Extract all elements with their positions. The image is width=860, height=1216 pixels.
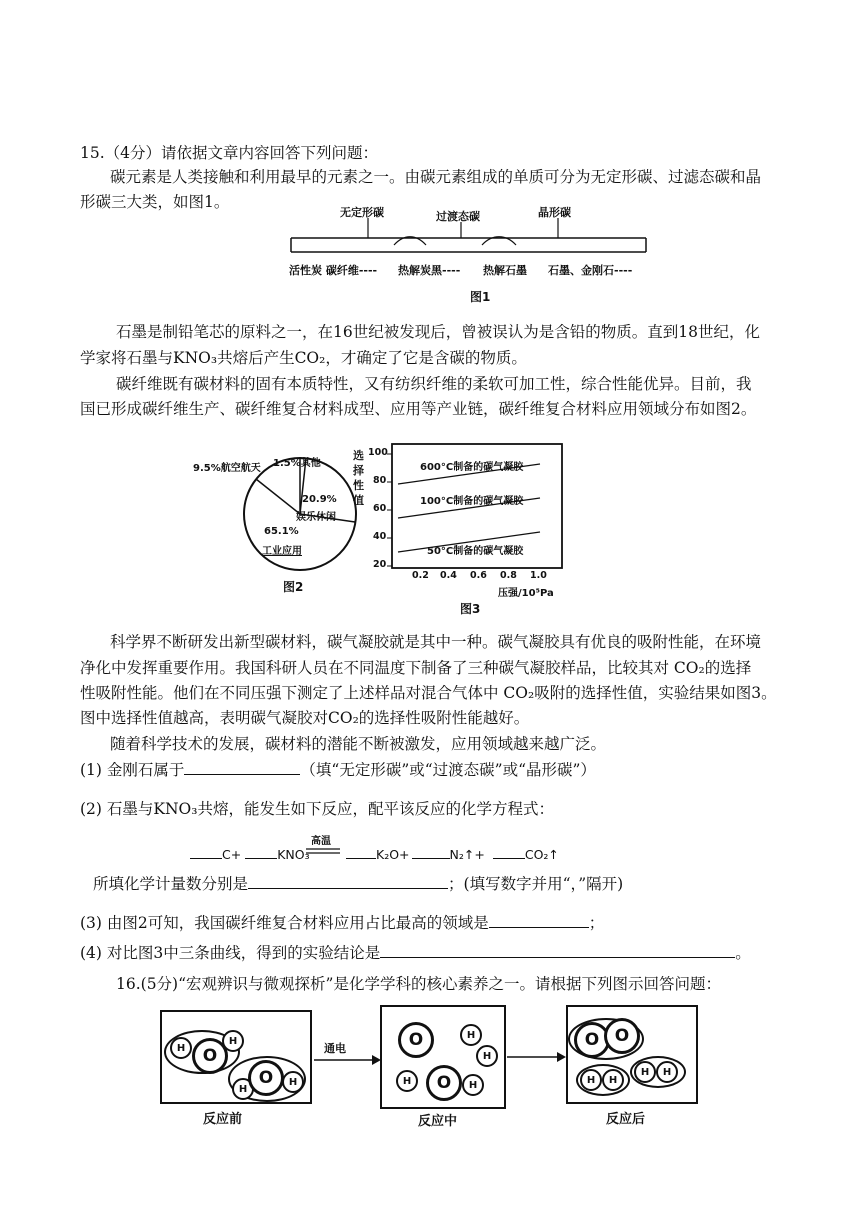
q15-heading: 15.（4分）请依据文章内容回答下列问题： xyxy=(80,144,379,162)
equation-products: K₂O+ N₂↑+ CO₂↑ xyxy=(346,842,559,867)
hydrogen-atom: H xyxy=(232,1078,254,1100)
fig1-bottom-label-4: 石墨、金刚石---- xyxy=(548,264,633,277)
fig3-xtick-0.4: 0.4 xyxy=(440,570,457,581)
coef-blank-k2o[interactable] xyxy=(346,842,376,859)
fig1-label-amorphous: 无定形碳 xyxy=(340,206,384,219)
fig2-label-other: 1.5%其他 xyxy=(273,458,321,469)
fig2-caption: 图2 xyxy=(283,580,304,594)
q15-para2-line2: 学家将石墨与KNO₃共熔后产生CO₂，才确定了它是含碳的物质。 xyxy=(80,349,527,367)
fig3-xtick-0.6: 0.6 xyxy=(470,570,487,581)
fig2-label-leisure: 娱乐休闲 xyxy=(296,512,336,523)
fig3-series-50: 50°C制备的碳气凝胶 xyxy=(427,546,524,557)
hydrogen-atom: H xyxy=(282,1071,304,1093)
fig3-caption: 图3 xyxy=(460,602,481,616)
fig3-xlabel: 压强/10⁵Pa xyxy=(498,588,554,599)
q15-para3-line2: 国已形成碳纤维生产、碳纤维复合材料成型、应用等产业链，碳纤维复合材料应用领域分布如图2。 xyxy=(80,400,757,418)
q15-para4-line4: 图中选择性值越高，表明碳气凝胶对CO₂的选择性吸附性能越好。 xyxy=(80,709,530,727)
coef-blank-co2[interactable] xyxy=(493,842,525,859)
caption-during: 反应中 xyxy=(418,1114,458,1129)
fig3-xtick-0.2: 0.2 xyxy=(412,570,429,581)
fig3-series-600: 600°C制备的碳气凝胶 xyxy=(420,462,524,473)
q15-para4-line3: 性吸附性能。他们在不同压强下测定了上述样品对混合气体中 CO₂吸附的选择性值，实验结果如图3。 xyxy=(80,684,777,702)
oxygen-atom: O xyxy=(248,1060,284,1096)
fig2-label-industry-pct: 65.1% xyxy=(264,526,299,537)
answer-blank-3[interactable] xyxy=(489,911,589,928)
q15-para2-line1: 石墨是制铅笔芯的原料之一，在16世纪被发现后，曾被误认为是含铅的物质。直到18世纪，化 xyxy=(116,323,760,341)
q15-sub1: (1) 金刚石属于 （填“无定形碳”或“过渡态碳”或“晶形碳”） xyxy=(80,758,596,782)
fig1-bottom-label-3: 热解石墨 xyxy=(483,264,527,277)
coef-blank-kno3[interactable] xyxy=(245,842,277,859)
fig3-xtick-0.8: 0.8 xyxy=(500,570,517,581)
fig1-bottom-label-1: 活性炭 碳纤维---- xyxy=(289,264,378,277)
fig3-ytick-40: 40 xyxy=(373,531,387,542)
q15-sub4: (4) 对比图3中三条曲线，得到的实验结论是 。 xyxy=(80,941,751,965)
q15-para4-line2: 净化中发挥重要作用。我国科研人员在不同温度下制备了三种碳气凝胶样品，比较其对 CO₂的选择 xyxy=(80,659,752,677)
oxygen-atom: O xyxy=(398,1022,434,1058)
fig3-series-100: 100°C制备的碳气凝胶 xyxy=(420,496,524,507)
coef-blank-n2[interactable] xyxy=(412,842,450,859)
hydrogen-atom: H xyxy=(396,1070,418,1092)
hydrogen-atom: H xyxy=(656,1061,678,1083)
caption-before: 反应前 xyxy=(203,1112,243,1127)
caption-after: 反应后 xyxy=(606,1112,646,1127)
oxygen-atom: O xyxy=(574,1022,610,1058)
oxygen-atom: O xyxy=(426,1065,462,1101)
oxygen-atom: O xyxy=(192,1038,228,1074)
hydrogen-atom: H xyxy=(222,1030,244,1052)
hydrogen-atom: H xyxy=(462,1074,484,1096)
answer-blank-2[interactable] xyxy=(248,872,448,889)
hydrogen-atom: H xyxy=(170,1037,192,1059)
q16-heading: 16.(5分)“宏观辨识与微观探析”是化学学科的核心素养之一。请根据下列图示回答问题： xyxy=(116,975,721,993)
q15-para4-line1: 科学界不断研发出新型碳材料，碳气凝胶就是其中一种。碳气凝胶具有优良的吸附性能，在环境 xyxy=(110,633,762,651)
fig3-ytick-100: 100 xyxy=(368,447,388,458)
hydrogen-atom: H xyxy=(602,1069,624,1091)
fig2-label-aerospace: 9.5%航空航天 xyxy=(193,463,261,474)
fig3-ytick-80: 80 xyxy=(373,475,387,486)
fig1-label-crystalline: 晶形碳 xyxy=(538,206,571,219)
hydrogen-atom: H xyxy=(634,1061,656,1083)
reaction-condition: 高温 xyxy=(311,836,331,847)
arrow-icon xyxy=(505,1051,567,1063)
coef-blank-c[interactable] xyxy=(190,842,222,859)
q15-para5: 随着科学技术的发展，碳材料的潜能不断被激发，应用领域越来越广泛。 xyxy=(110,735,607,753)
hydrogen-atom: H xyxy=(460,1024,482,1046)
oxygen-atom: O xyxy=(604,1018,640,1054)
fig1-label-transitional: 过渡态碳 xyxy=(436,210,480,223)
fig2-label-leisure-pct: 20.9% xyxy=(302,494,337,505)
q15-sub2: (2) 石墨与KNO₃共熔，能发生如下反应，配平该反应的化学方程式： xyxy=(80,800,554,818)
fig2-label-industry: 工业应用 xyxy=(262,546,302,557)
q15-para1-line1: 碳元素是人类接触和利用最早的元素之一。由碳元素组成的单质可分为无定形碳、过滤态碳和晶 xyxy=(110,168,762,186)
hydrogen-atom: H xyxy=(580,1069,602,1091)
q15-para1-line2: 形碳三大类，如图1。 xyxy=(80,193,230,211)
fig3-ytick-20: 20 xyxy=(373,559,387,570)
fig3-ylabel: 选择性值 xyxy=(353,449,364,507)
q15-para3-line1: 碳纤维既有碳材料的固有本质特性，又有纺织纤维的柔软可加工性，综合性能优异。目前，我 xyxy=(116,375,752,393)
fig3-xtick-1.0: 1.0 xyxy=(530,570,547,581)
q15-sub2-answer: 所填化学计量数分别是 ；(填写数字并用“，”隔开) xyxy=(93,872,623,896)
answer-blank-4[interactable] xyxy=(380,941,735,958)
fig1-caption: 图1 xyxy=(470,290,491,304)
fig3-ytick-60: 60 xyxy=(373,503,387,514)
equation-row: C+ KNO₃ xyxy=(190,842,310,867)
reaction-equals-sign xyxy=(306,847,340,855)
answer-blank-1[interactable] xyxy=(184,758,300,775)
fig1-bottom-label-2: 热解炭黑---- xyxy=(398,264,461,277)
arrow-icon xyxy=(312,1054,382,1066)
hydrogen-atom: H xyxy=(476,1045,498,1067)
q15-sub3: (3) 由图2可知，我国碳纤维复合材料应用占比最高的领域是 ； xyxy=(80,911,604,935)
arrow-label-electrolysis: 通电 xyxy=(324,1042,346,1055)
